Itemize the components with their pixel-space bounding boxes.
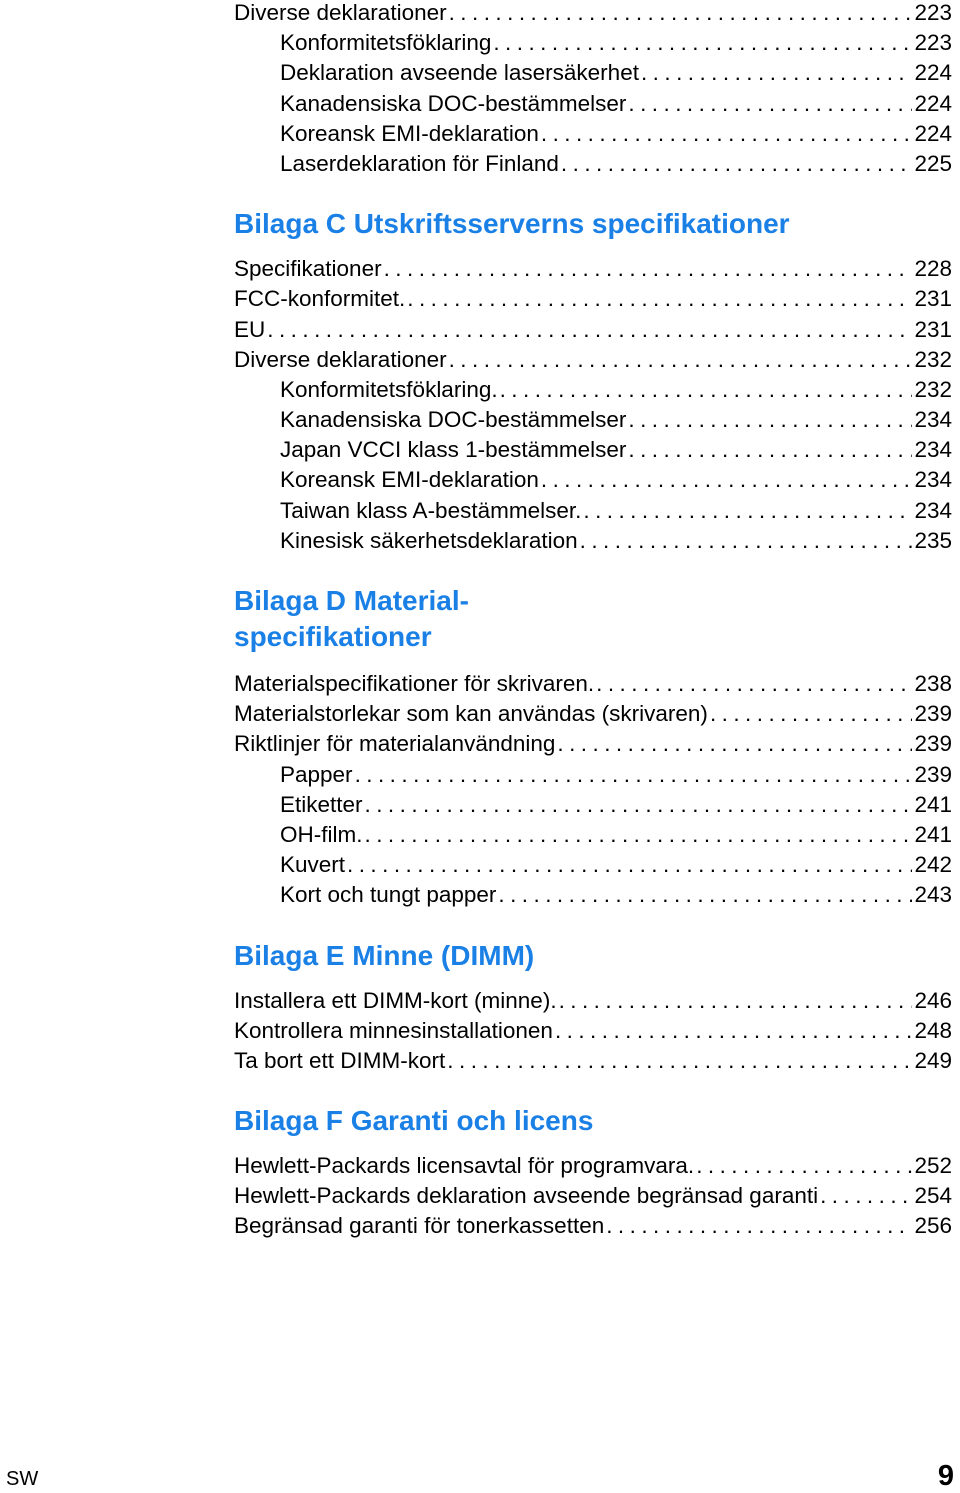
toc-entry-title: Deklaration avseende lasersäkerhet bbox=[280, 60, 639, 86]
toc-entry-title: Konformitetsföklaring. bbox=[280, 376, 498, 402]
toc-entry[interactable] bbox=[234, 496, 952, 526]
toc-leader-dots bbox=[581, 496, 912, 526]
toc-entry-page: 252 bbox=[914, 1153, 952, 1179]
toc-entry-title: Ta bort ett DIMM-kort bbox=[234, 1047, 446, 1073]
toc-leader-dots bbox=[265, 315, 912, 345]
toc-entry[interactable] bbox=[234, 375, 952, 405]
toc-entry-title: Koreansk EMI-deklaration bbox=[280, 120, 539, 146]
toc-entry-title: Installera ett DIMM-kort (minne). bbox=[234, 987, 557, 1013]
toc-entry-page: 239 bbox=[914, 731, 952, 757]
toc-entry-page: 239 bbox=[914, 761, 952, 787]
toc-leader-dots bbox=[445, 1046, 912, 1076]
toc-leader-dots bbox=[539, 119, 913, 149]
toc-entry-title: Laserdeklaration för Finland bbox=[280, 150, 559, 176]
toc-entry-page: 224 bbox=[914, 120, 952, 146]
toc-entry[interactable] bbox=[234, 315, 952, 345]
toc-entry-page: 246 bbox=[914, 987, 952, 1013]
footer-language-code: SW bbox=[6, 1468, 39, 1490]
toc-entry[interactable] bbox=[234, 89, 952, 119]
toc-leader-dots bbox=[345, 850, 912, 880]
toc-entry[interactable] bbox=[234, 149, 952, 179]
toc-entry-title: Diverse deklarationer bbox=[234, 0, 447, 25]
toc-entry-page: 235 bbox=[914, 527, 952, 553]
toc-entry-title: Kuvert bbox=[280, 852, 346, 878]
table-of-contents bbox=[234, 0, 952, 1242]
toc-leader-dots bbox=[626, 435, 912, 465]
toc-entry-page: 223 bbox=[914, 30, 952, 56]
toc-leader-dots bbox=[594, 669, 912, 699]
toc-entry-title: FCC-konformitet. bbox=[234, 286, 406, 312]
toc-leader-dots bbox=[626, 89, 912, 119]
toc-entry-title: Hewlett-Packards licensavtal för programvara. bbox=[234, 1153, 695, 1179]
toc-leader-dots bbox=[539, 465, 913, 495]
toc-group-bilaga-e bbox=[234, 986, 952, 1077]
toc-entry[interactable] bbox=[234, 254, 952, 284]
toc-entry-title: Kinesisk säkerhetsdeklaration bbox=[280, 527, 578, 553]
toc-entry[interactable] bbox=[234, 405, 952, 435]
toc-entry-title: Begränsad garanti för tonerkassetten bbox=[234, 1213, 605, 1239]
toc-entry[interactable] bbox=[234, 669, 952, 699]
toc-entry-title: OH-film. bbox=[280, 821, 363, 847]
toc-leader-dots bbox=[557, 986, 913, 1016]
toc-entry[interactable] bbox=[234, 345, 952, 375]
toc-entry-page: 228 bbox=[914, 256, 952, 282]
toc-entry[interactable] bbox=[234, 699, 952, 729]
toc-entry-title: Riktlinjer för materialanvändning bbox=[234, 731, 556, 757]
toc-entry-title: Taiwan klass A-bestämmelser. bbox=[280, 497, 582, 523]
toc-entry-page: 225 bbox=[914, 150, 952, 176]
toc-entry-title: Kanadensiska DOC-bestämmelser bbox=[280, 90, 627, 116]
toc-leader-dots bbox=[639, 58, 912, 88]
section-heading-bilaga-d[interactable] bbox=[234, 583, 534, 655]
toc-entry-page: 254 bbox=[914, 1183, 952, 1209]
toc-entry-page: 234 bbox=[914, 497, 952, 523]
toc-leader-dots bbox=[363, 820, 913, 850]
toc-leader-dots bbox=[626, 405, 912, 435]
toc-entry-page: 239 bbox=[914, 701, 952, 727]
toc-entry-page: 242 bbox=[914, 852, 952, 878]
toc-entry[interactable] bbox=[234, 880, 952, 910]
toc-leader-dots bbox=[818, 1181, 912, 1211]
toc-entry-page: 223 bbox=[914, 0, 952, 25]
toc-entry[interactable] bbox=[234, 850, 952, 880]
section-heading-bilaga-f[interactable]: Bilaga F Garanti och licens bbox=[234, 1105, 594, 1137]
section-heading-bilaga-c[interactable]: Bilaga C Utskriftsserverns specifikationer bbox=[234, 208, 790, 240]
toc-leader-dots bbox=[708, 699, 913, 729]
toc-entry-title: Koreansk EMI-deklaration bbox=[280, 467, 539, 493]
toc-entry-title: Konformitetsföklaring bbox=[280, 30, 492, 56]
toc-entry[interactable] bbox=[234, 1211, 952, 1241]
toc-entry[interactable] bbox=[234, 1181, 952, 1211]
toc-leader-dots bbox=[604, 1211, 912, 1241]
toc-entry[interactable] bbox=[234, 1046, 952, 1076]
toc-entry[interactable] bbox=[234, 58, 952, 88]
toc-leader-dots bbox=[578, 526, 913, 556]
toc-entry[interactable] bbox=[234, 284, 952, 314]
toc-entry[interactable] bbox=[234, 28, 952, 58]
toc-entry-page: 232 bbox=[914, 346, 952, 372]
toc-entry[interactable] bbox=[234, 729, 952, 759]
footer-page-number: 9 bbox=[937, 1460, 954, 1492]
section-heading-line: Bilaga D Material- bbox=[234, 585, 469, 616]
toc-group-bilaga-c bbox=[234, 254, 952, 556]
toc-group-top bbox=[234, 0, 952, 179]
toc-group-bilaga-d bbox=[234, 669, 952, 911]
toc-entry-page: 248 bbox=[914, 1017, 952, 1043]
toc-entry-title: Papper bbox=[280, 761, 353, 787]
toc-entry[interactable] bbox=[234, 435, 952, 465]
toc-entry-page: 238 bbox=[914, 671, 952, 696]
toc-entry-title: Kanadensiska DOC-bestämmelser bbox=[280, 407, 627, 433]
toc-entry-page: 234 bbox=[914, 407, 952, 433]
toc-leader-dots bbox=[498, 375, 913, 405]
toc-leader-dots bbox=[553, 1016, 913, 1046]
toc-entry-page: 234 bbox=[914, 437, 952, 463]
toc-leader-dots bbox=[405, 284, 912, 314]
toc-entry-title: Diverse deklarationer bbox=[234, 346, 447, 372]
toc-entry-page: 241 bbox=[914, 821, 952, 847]
toc-entry[interactable] bbox=[234, 790, 952, 820]
toc-leader-dots bbox=[559, 149, 913, 179]
toc-entry-page: 249 bbox=[914, 1047, 952, 1073]
toc-entry[interactable] bbox=[234, 1016, 952, 1046]
toc-entry-page: 231 bbox=[914, 286, 952, 312]
toc-entry-title: Japan VCCI klass 1-bestämmelser bbox=[280, 437, 627, 463]
toc-entry-page: 256 bbox=[914, 1213, 952, 1239]
toc-entry-page: 241 bbox=[914, 791, 952, 817]
toc-entry-title: Specifikationer bbox=[234, 256, 382, 282]
toc-leader-dots bbox=[555, 729, 912, 759]
toc-entry-title: Etiketter bbox=[280, 791, 363, 817]
toc-entry-page: 232 bbox=[914, 376, 952, 402]
toc-entry[interactable] bbox=[234, 465, 952, 495]
toc-entry[interactable] bbox=[234, 1151, 952, 1181]
toc-leader-dots bbox=[363, 790, 913, 820]
toc-entry[interactable] bbox=[234, 820, 952, 850]
toc-leader-dots bbox=[694, 1151, 912, 1181]
toc-leader-dots bbox=[382, 254, 913, 284]
toc-leader-dots bbox=[496, 880, 912, 910]
toc-entry[interactable] bbox=[234, 760, 952, 790]
toc-entry-title: Materialspecifikationer för skrivaren. bbox=[234, 671, 595, 696]
toc-leader-dots bbox=[491, 28, 912, 58]
toc-entry-page: 234 bbox=[914, 467, 952, 493]
toc-leader-dots bbox=[353, 760, 913, 790]
toc-entry-title: Materialstorlekar som kan användas (skrivaren) bbox=[234, 701, 708, 727]
toc-entry-title: Hewlett-Packards deklaration avseende begränsad garanti bbox=[234, 1183, 819, 1209]
toc-leader-dots bbox=[447, 0, 913, 28]
toc-entry[interactable] bbox=[234, 986, 952, 1016]
section-heading-line: specifikationer bbox=[234, 621, 432, 652]
toc-entry-title: EU bbox=[234, 316, 266, 342]
toc-entry-title: Kontrollera minnesinstallationen bbox=[234, 1017, 553, 1043]
toc-entry[interactable] bbox=[234, 526, 952, 556]
toc-entry-page: 243 bbox=[914, 882, 952, 908]
toc-leader-dots bbox=[447, 345, 913, 375]
toc-entry-title: Kort och tungt papper bbox=[280, 882, 497, 908]
toc-entry-page: 224 bbox=[914, 60, 952, 86]
toc-entry-page: 231 bbox=[914, 316, 952, 342]
toc-entry-page: 224 bbox=[914, 90, 952, 116]
toc-entry[interactable] bbox=[234, 119, 952, 149]
toc-entry[interactable] bbox=[234, 0, 952, 28]
section-heading-bilaga-e[interactable]: Bilaga E Minne (DIMM) bbox=[234, 939, 535, 971]
toc-group-bilaga-f bbox=[234, 1151, 952, 1242]
